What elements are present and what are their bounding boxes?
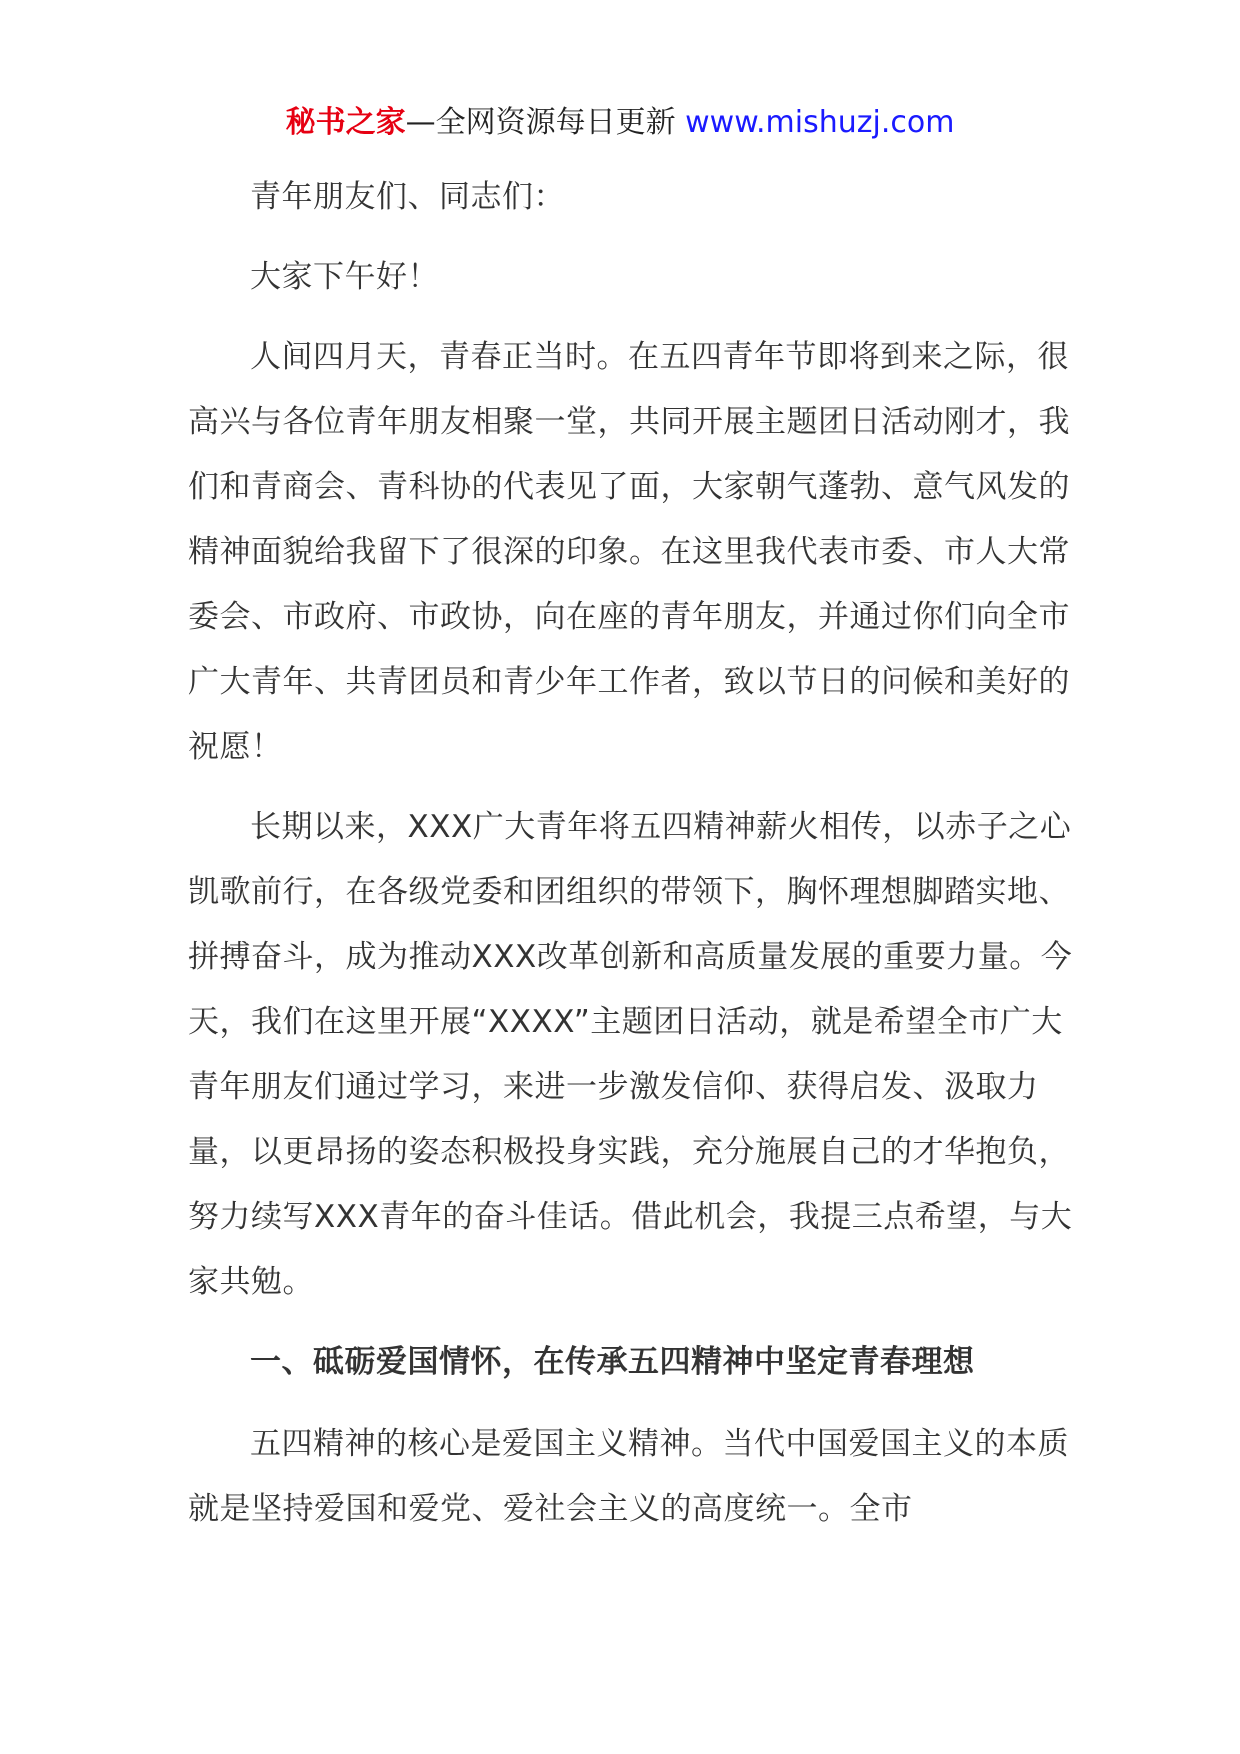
site-url-link[interactable]: www.mishuzj.com: [685, 105, 955, 140]
document-body: [188, 165, 1088, 1557]
paragraph: 五四精神的核心是爱国主义精神。当代中国爱国主义的本质就是坚持爱国和爱党、爱社会主义的高度统一。全市: [188, 1426, 1069, 1527]
greeting: 大家下午好！: [250, 259, 439, 295]
section-heading: 一、砥砺爱国情怀，在传承五四精神中坚定青春理想: [250, 1344, 975, 1380]
banner-tagline: —全网资源每日更新: [405, 105, 676, 140]
salutation: 青年朋友们、同志们：: [250, 179, 565, 215]
paragraph: 人间四月天，青春正当时。在五四青年节即将到来之际，很高兴与各位青年朋友相聚一堂，共同开展主题团日活动刚才，我们和青商会、青科协的代表见了面，大家朝气蓬勃、意气风发的精神面貌给我留下了很深的印象。在这里我代表市委、市人大常委会、市政府、市政协，向在座的青年朋友，并通过你们向全市广大青年、共青团员和青少年工作者，致以节日的问候和美好的祝愿！: [188, 339, 1070, 765]
paragraph: 长期以来，XXX广大青年将五四精神薪火相传，以赤子之心凯歌前行，在各级党委和团组织的带领下，胸怀理想脚踏实地、拼搏奋斗，成为推动XXX改革创新和高质量发展的重要力量。今天，我们在这里开展“XXXX”主题团日活动，就是希望全市广大青年朋友们通过学习，来进一步激发信仰、获得启发、汲取力量，以更昂扬的姿态积极投身实践，充分施展自己的才华抱负，努力续写XXX青年的奋斗佳话。借此机会，我提三点希望，与大家共勉。: [188, 809, 1073, 1300]
site-banner: [0, 100, 1240, 146]
brand-name: 秘书之家: [285, 105, 406, 140]
